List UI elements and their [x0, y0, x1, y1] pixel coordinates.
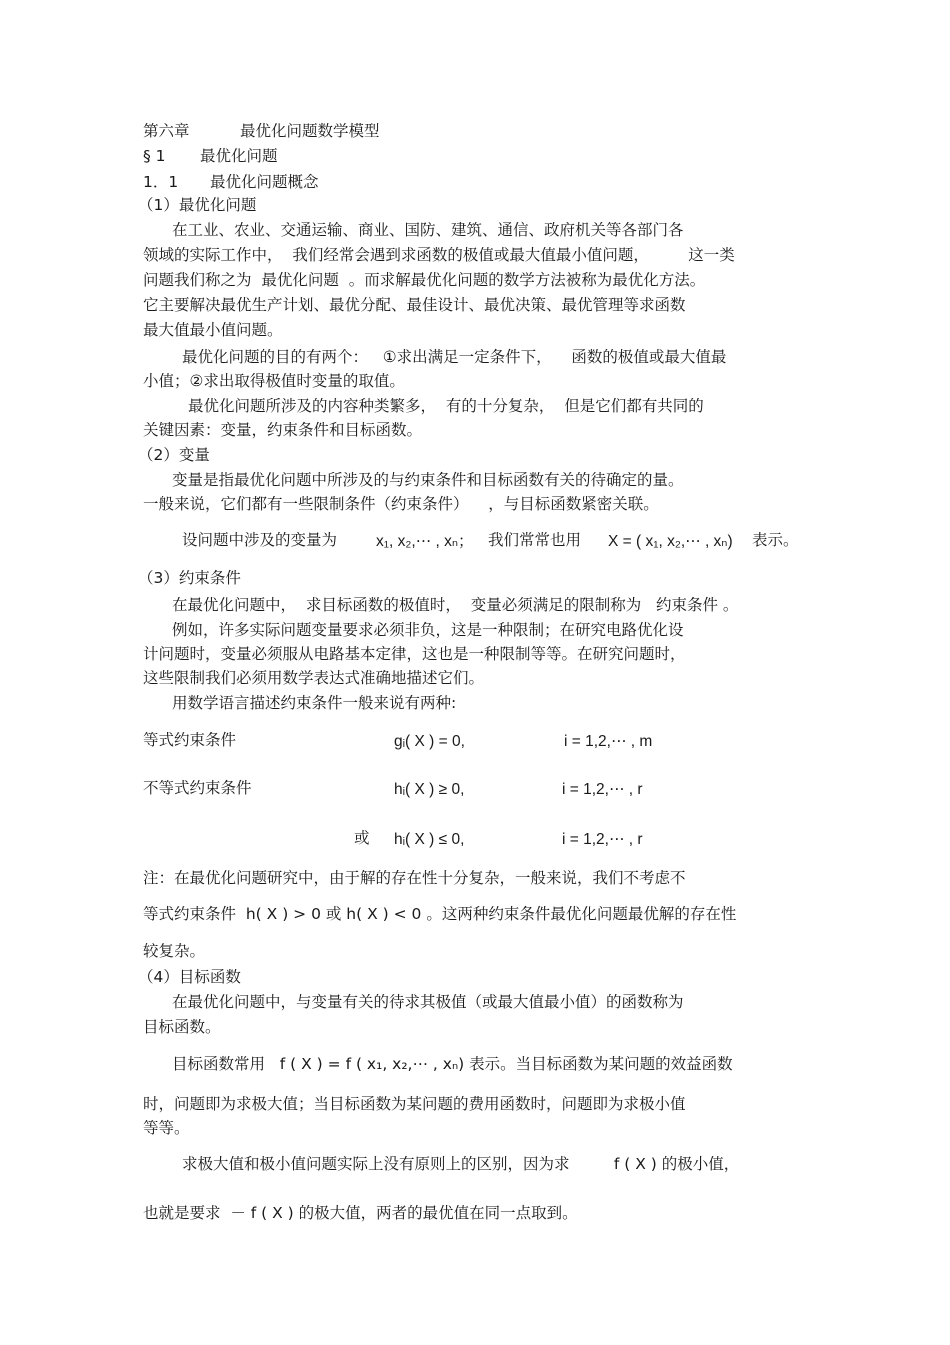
constraint-inequality-index: i = 1,2,⋯ , r: [562, 781, 643, 798]
part1-p3-line: 关键因素：变量，约束条件和目标函数。: [143, 421, 423, 439]
part4-p2-line: 等等。: [143, 1119, 190, 1137]
constraint-equality-label: 等式约束条件: [143, 731, 237, 749]
part3-p1: 在最优化问题中， 求目标函数的极值时， 变量必须满足的限制称为 约束条件 。: [172, 596, 739, 614]
note-line: 较复杂。: [143, 942, 206, 960]
chapter-label: 第六章: [143, 122, 190, 140]
part2-p2-mid: 我们常常也用: [488, 531, 582, 549]
part4-p1-line: 目标函数。: [143, 1018, 221, 1036]
variable-list: x₁, x₂,⋯ , xₙ；: [376, 533, 474, 550]
part4-heading: （4）目标函数: [138, 968, 241, 986]
part4-p2-line: 时，问题即为求极大值；当目标函数为某问题的费用函数时，问题即为求极小值: [143, 1095, 686, 1113]
variable-vector: X = ( x₁, x₂,⋯ , xₙ): [608, 533, 733, 550]
part4-p3-line: 求极大值和极小值问题实际上没有原则上的区别，因为求 f ( X ) 的极小值，: [182, 1155, 740, 1173]
part2-p2-suffix: 表示。: [752, 531, 799, 549]
part2-heading: （2）变量: [138, 446, 210, 464]
subsection-title: 最优化问题概念: [210, 173, 319, 191]
part4-p3-line: 也就是要求 － f ( X ) 的极大值，两者的最优值在同一点取到。: [143, 1204, 578, 1222]
part1-heading: （1）最优化问题: [138, 196, 257, 214]
subsection-label: 1．1: [143, 173, 179, 191]
part3-p2-line: 这些限制我们必须用数学表达式准确地描述它们。: [143, 669, 485, 687]
part1-p1-line: 在工业、农业、交通运输、商业、国防、建筑、通信、政府机关等各部门各: [172, 221, 684, 239]
chapter-title: 最优化问题数学模型: [240, 122, 380, 140]
part1-p2-line: 小值；②求出取得极值时变量的取值。: [143, 372, 405, 390]
note-line: 注：在最优化问题研究中，由于解的存在性十分复杂，一般来说，我们不考虑不: [143, 869, 686, 887]
part2-p1-line: 一般来说，它们都有一些限制条件（约束条件） ，与目标函数紧密关联。: [143, 495, 659, 513]
part1-p1-line: 最大值最小值问题。: [143, 321, 283, 339]
constraint-or-expr: hᵢ( X ) ≤ 0,: [394, 831, 465, 848]
part2-p2-prefix: 设问题中涉及的变量为: [182, 531, 338, 549]
part4-p1-line: 在最优化问题中，与变量有关的待求其极值（或最大值最小值）的函数称为: [172, 993, 684, 1011]
section-title: 最优化问题: [200, 147, 278, 165]
constraint-or-label: 或: [354, 829, 370, 847]
constraint-inequality-label: 不等式约束条件: [143, 779, 252, 797]
part4-p2-line: 目标函数常用 f ( X ) = f ( x₁, x₂,⋯ , xₙ) 表示。当目标函数为某问题的效益函数: [172, 1055, 733, 1073]
part3-heading: （3）约束条件: [138, 569, 241, 587]
constraint-inequality-expr: hᵢ( X ) ≥ 0,: [394, 781, 465, 798]
constraint-or-index: i = 1,2,⋯ , r: [562, 831, 643, 848]
constraint-equality-index: i = 1,2,⋯ , m: [564, 733, 653, 750]
constraint-equality-expr: gᵢ( X ) = 0,: [394, 733, 465, 750]
part1-p1-line: 问题我们称之为 最优化问题 。而求解最优化问题的数学方法被称为最优化方法。: [143, 271, 706, 289]
part3-p3: 用数学语言描述约束条件一般来说有两种:: [172, 694, 457, 712]
note-line: 等式约束条件 h( X ) > 0 或 h( X ) < 0 。这两种约束条件最优化问题最优解的存在性: [143, 905, 737, 923]
part2-p1-line: 变量是指最优化问题中所涉及的与约束条件和目标函数有关的待确定的量。: [172, 471, 684, 489]
part1-p2-line: 最优化问题的目的有两个： ①求出满足一定条件下， 函数的极值或最大值最: [182, 348, 727, 366]
part1-p3-line: 最优化问题所涉及的内容种类繁多， 有的十分复杂， 但是它们都有共同的: [188, 397, 704, 415]
part1-p1-line: 领域的实际工作中， 我们经常会遇到求函数的极值或最大值最小值问题， 这一类: [143, 246, 735, 264]
part3-p2-line: 例如，许多实际问题变量要求必须非负，这是一种限制；在研究电路优化设: [172, 621, 684, 639]
part3-p2-line: 计问题时，变量必须服从电路基本定律，这也是一种限制等等。在研究问题时，: [143, 645, 686, 663]
part1-p1-line: 它主要解决最优生产计划、最优分配、最佳设计、最优决策、最优管理等求函数: [143, 296, 686, 314]
section-label: § 1: [143, 147, 166, 165]
